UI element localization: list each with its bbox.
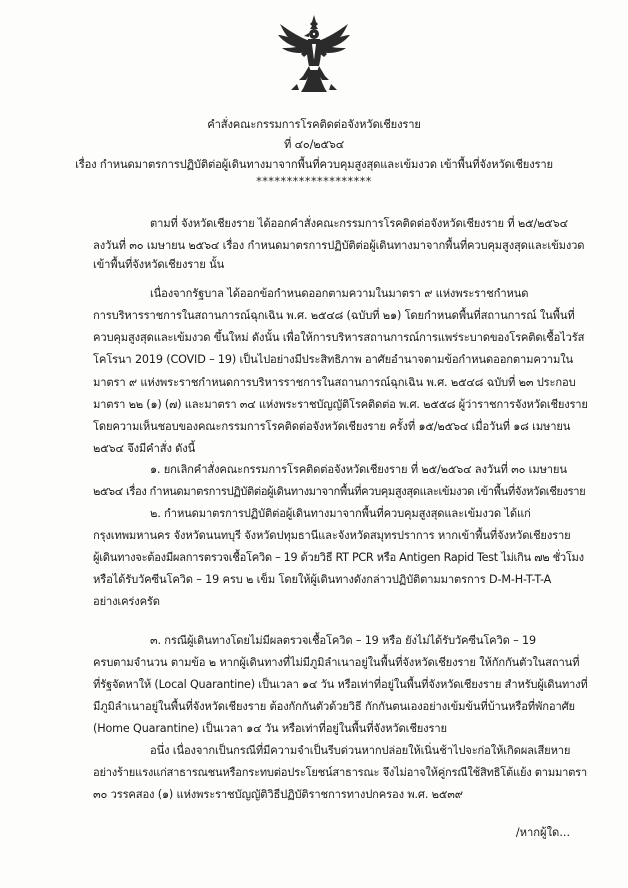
body-line: ควบคุมสูงสุดและเข้มงวด ขึ้นใหม่ ดังนั้น เพื่อให้การบริหารสถานการณ์การแพร่ระบาดของโรคติดเชื้อไวรัส [93,331,585,344]
body-line: ตามที่ จังหวัดเชียงราย ได้ออกคำสั่งคณะกรรมการโรคติดต่อจังหวัดเชียงราย ที่ ๒๕/๒๕๖๔ [150,217,568,230]
clause-2-line: หรือได้รับวัคซีนโควิด – 19 ครบ ๒ เข็ม โดยให้ผู้เดินทางดังกล่าวปฏิบัติตามมาตรการ D-M-H-T-T-A [93,573,552,586]
order-subject: เรื่อง กำหนดมาตรการปฏิบัติต่อผู้เดินทางมาจากพื้นที่ควบคุมสูงสุดและเข้มงวด เข้าพื้นที่จังหวัดเชียงราย [75,158,553,171]
clause-2-line: กรุงเทพมหานคร จังหวัดนนทบุรี จังหวัดปทุมธานีและจังหวัดสมุทรปราการ หากเข้าพื้นที่จังหวัดเชียงราย [93,529,571,542]
body-line: ลงวันที่ ๓๐ เมษายน ๒๕๖๔ เรื่อง กำหนดมาตรการปฏิบัติต่อผู้เดินทางมาจากพื้นที่ควบคุมสูงสุดและเข้มงวด [93,239,585,252]
body-line: เข้าพื้นที่จังหวัดเชียงราย นั้น [93,258,225,271]
body-line: โดยความเห็นชอบของคณะกรรมการโรคติดต่อจังหวัดเชียงราย ครั้งที่ ๑๕/๒๕๖๔ เมื่อวันที่ ๑๘ เมษายน [93,420,571,433]
clause-1-line: ๒๕๖๔ เรื่อง กำหนดมาตรการปฏิบัติต่อผู้เดินทางมาจากพื้นที่ควบคุมสูงสุดและเข้มงวด เข้าพื้นที่จังหวัดเชียงราย [93,485,586,498]
clause-2-line: ผู้เดินทางจะต้องมีผลการตรวจเชื้อโควิด – 19 ด้วยวิธี RT PCR หรือ Antigen Rapid Test ไม่เกิน ๗๒ ชั่วโมง [93,551,584,564]
clause-1-line: ๑. ยกเลิกคำสั่งคณะกรรมการโรคติดต่อจังหวัดเชียงราย ที่ ๒๕/๒๕๖๔ ลงวันที่ ๓๐ เมษายน [150,463,567,476]
clause-3-line: มีภูมิลำเนาอยู่ในพื้นที่จังหวัดเชียงราย ต้องกักกันตัวด้วยวิธี กักกันตนเองอย่างเข้มข้นที่บ้านหรือที่พักอาศัย [93,700,575,713]
body-line: การบริหารราชการในสถานการณ์ฉุกเฉิน พ.ศ. ๒๕๔๘ (ฉบับที่ ๒๑) โดยกำหนดพื้นที่สถานการณ์ ในพื้นที่ [93,309,575,322]
notice-line: อย่างร้ายแรงแก่สาธารณชนหรือกระทบต่อประโยชน์สาธารณะ จึงไม่อาจให้คู่กรณีใช้สิทธิโต้แย้ง ตามมาตรา [93,766,587,779]
clause-3-line: ครบตามจำนวน ตามข้อ ๒ หากผู้เดินทางที่ไม่มีภูมิลำเนาอยู่ในพื้นที่จังหวัดเชียงราย ให้กักกันตัวในสถานที่ [93,656,580,669]
order-number: ที่ ๔๐/๒๕๖๔ [283,138,345,151]
continuation-marker: /หากผู้ใด... [515,826,570,839]
clause-3-line: ๓. กรณีผู้เดินทางโดยไม่มีผลตรวจเชื้อโควิด – 19 หรือ ยังไม่ได้รับวัคซีนโควิด – 19 [150,634,536,647]
document-issuer: คำสั่งคณะกรรมการโรคติดต่อจังหวัดเชียงราย [207,118,421,131]
notice-line: ๓๐ วรรคสอง (๑) แห่งพระราชบัญญัติวิธีปฏิบัติราชการทางปกครอง พ.ศ. ๒๕๓๙ [93,788,463,801]
garuda-emblem-icon [277,14,351,94]
notice-line: อนึ่ง เนื่องจากเป็นกรณีที่มีความจำเป็นรีบด่วนหากปล่อยให้เนิ่นช้าไปจะก่อให้เกิดผลเสียหาย [150,744,571,757]
body-line: มาตรา ๙ แห่งพระราชกำหนดการบริหารราชการในสถานการณ์ฉุกเฉิน พ.ศ. ๒๕๔๘ ฉบับที่ ๒๓ ประกอบ [93,376,576,389]
body-line: มาตรา ๒๒ (๑) (๗) และมาตรา ๓๔ แห่งพระราชบัญญัติโรคติดต่อ พ.ศ. ๒๕๕๘ ผู้ว่าราชการจังหวัดเชียงราย [93,398,588,411]
separator: ******************* [256,175,372,188]
body-line: เนื่องจากรัฐบาล ได้ออกข้อกำหนดออกตามความในมาตรา ๙ แห่งพระราชกำหนด [150,287,529,300]
clause-3-line: ที่รัฐจัดหาให้ (Local Quarantine) เป็นเวลา ๑๔ วัน หรือเท่าที่อยู่ในพื้นที่จังหวัดเชียงราย สำหรับผู้เดินทางที่ [93,678,588,691]
clause-3-line: (Home Quarantine) เป็นเวลา ๑๔ วัน หรือเท่าที่อยู่ในพื้นที่จังหวัดเชียงราย [93,722,447,735]
clause-2-line: ๒. กำหนดมาตรการปฏิบัติต่อผู้เดินทางมาจากพื้นที่ควบคุมสูงสุดและเข้มงวด ได้แก่ [150,507,531,520]
body-line: ๒๕๖๔ จึงมีคำสั่ง ดังนี้ [93,442,196,455]
body-line: โคโรนา 2019 (COVID – 19) เป็นไปอย่างมีประสิทธิภาพ อาศัยอำนาจตามข้อกำหนดออกตามความใน [93,353,574,366]
clause-2-line: อย่างเคร่งครัด [93,595,160,608]
